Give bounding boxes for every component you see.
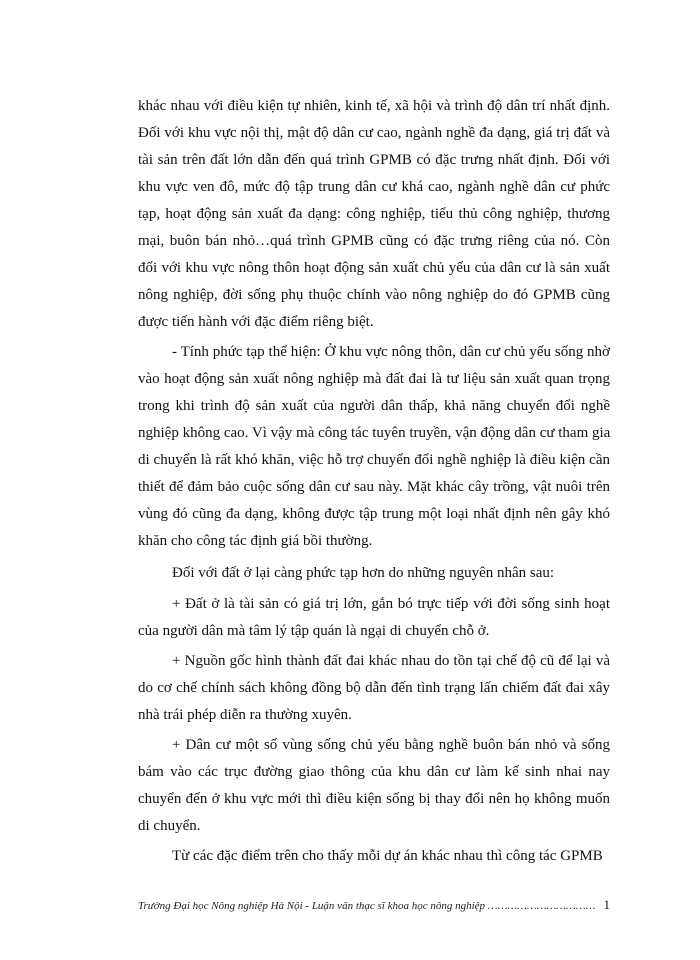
text-line: thiết để đảm bảo cuộc sống dân cư sau này. Mặt khác cây trồng, vật nuôi trên — [138, 479, 610, 495]
text-line: + Nguồn gốc hình thành đất đai khác nhau do tồn tại chế độ cũ để lại và — [172, 653, 610, 669]
text-line: đối với khu vực nông thôn hoạt động sản xuất chủ yếu của dân cư là sản xuất — [138, 260, 610, 276]
text-line: di chuyển là rất khó khăn, việc hỗ trợ chuyển đổi nghề nghiệp là điều kiện cần — [138, 452, 610, 468]
text-line: tài sản trên đất lớn dẫn đến quá trình GPMB có đặc trưng nhất định. Đối với — [138, 152, 610, 168]
text-line: Từ các đặc điểm trên cho thấy mỗi dự án khác nhau thì công tác GPMB — [172, 848, 603, 864]
text-line: di chuyển. — [138, 818, 201, 834]
page-footer: Trường Đại học Nông nghiệp Hà Nội - Luận văn thạc sĩ khoa học nông nghiệp …………………………… — [138, 900, 596, 912]
text-line: vào hoạt động sản xuất nông nghiệp mà đất đai là tư liệu sản xuất quan trọng — [138, 371, 610, 387]
text-line: mại, buôn bán nhỏ…quá trình GPMB cũng có đặc trưng riêng của nó. Còn — [138, 233, 610, 249]
text-line: Đối với đất ở lại càng phức tạp hơn do những nguyên nhân sau: — [172, 565, 555, 581]
text-line: do cơ chế chính sách không đồng bộ dẫn đến tình trạng lấn chiếm đất đai xây — [138, 680, 610, 696]
text-line: được tiến hành với đặc điểm riêng biệt. — [138, 314, 374, 330]
text-line: khăn cho công tác định giá bồi thường. — [138, 533, 373, 549]
text-line: - Tính phức tạp thể hiện: Ở khu vực nông thôn, dân cư chủ yếu sống nhờ — [172, 344, 610, 360]
page-number: 1 — [603, 897, 610, 912]
text-line: trong khi trình độ sản xuất của người dân thấp, khả năng chuyển đổi nghề — [138, 398, 610, 414]
text-line: + Dân cư một số vùng sống chủ yếu bằng nghề buôn bán nhỏ và sống — [172, 737, 610, 753]
text-line: nghiệp không cao. Vì vậy mà công tác tuyên truyền, vận động dân cư tham gia — [138, 425, 611, 441]
footer-divider — [138, 894, 610, 895]
text-line: của người dân mà tâm lý tập quán là ngại di chuyển chỗ ở. — [138, 623, 490, 639]
text-line: nhà trái phép diễn ra thường xuyên. — [138, 707, 352, 723]
text-line: vùng đó cũng đa dạng, không được tập trung một loại nhất định nên gây khó — [138, 506, 610, 522]
text-line: khác nhau với điều kiện tự nhiên, kinh tế, xã hội và trình độ dân trí nhất định. — [138, 98, 610, 114]
text-line: nông nghiệp, đời sống phụ thuộc chính vào nông nghiệp do đó GPMB cũng — [138, 287, 610, 303]
text-line: + Đất ở là tài sản có giá trị lớn, gắn bó trực tiếp với đời sống sinh hoạt — [172, 596, 610, 612]
text-line: bám vào các trục đường giao thông của khu dân cư làm kế sinh nhai nay — [138, 764, 610, 780]
text-line: tạp, hoạt động sản xuất đa dạng: công nghiệp, tiểu thủ công nghiệp, thương — [138, 206, 610, 222]
text-line: Đối với khu vực nội thị, mật độ dân cư cao, ngành nghề đa dạng, giá trị đất và — [138, 125, 610, 141]
text-line: chuyển đến ở khu vực mới thì điều kiện sống bị thay đổi nên họ không muốn — [138, 791, 610, 807]
text-line: khu vực ven đô, mức độ tập trung dân cư khá cao, ngành nghề dân cư phức — [138, 179, 610, 195]
